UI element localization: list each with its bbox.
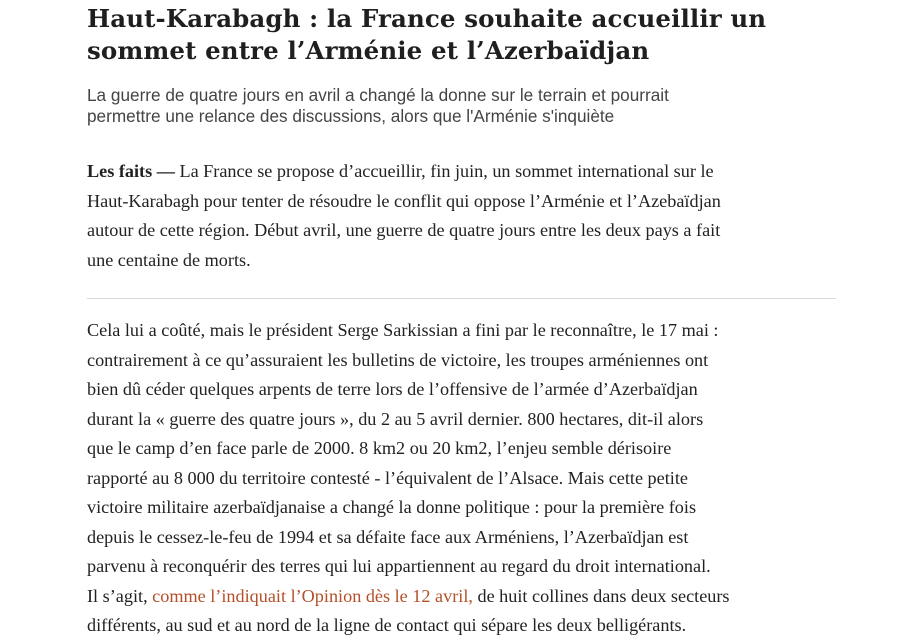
article-link-opinion-12-avril[interactable]: comme l’indiquait l’Opinion dès le 12 avril, bbox=[152, 585, 473, 606]
lead-line bbox=[87, 157, 847, 187]
article-subtitle bbox=[87, 85, 887, 127]
body-line: Cela lui a coûté, mais le président Serge Sarkissian a fini par le reconnaître, le 17 mai : bbox=[87, 320, 719, 340]
body-paragraph bbox=[87, 316, 847, 641]
body-line: que le camp d’en face parle de 2000. 8 km2 ou 20 km2, l’enjeu semble dérisoire bbox=[87, 438, 672, 458]
body-text: Il s’agit, bbox=[87, 585, 153, 606]
body-line: différents, au sud et au nord de la ligne de contact qui sépare les deux belligérants. bbox=[87, 615, 687, 635]
subtitle-line: permettre une relance des discussions, alors que l'Arménie s'inquiète bbox=[87, 106, 615, 126]
lead-text: La France se propose d’accueillir, fin juin, un sommet international sur le bbox=[174, 161, 714, 181]
body-line: durant la « guerre des quatre jours », du 2 au 5 avril dernier. 800 hectares, dit-il alors bbox=[87, 408, 704, 429]
body-line: parvenu à reconquérir des terres qui lui appartiennent au regard du droit international. bbox=[87, 556, 711, 576]
title-line: Haut-Karabagh : la France souhaite accueillir un bbox=[87, 4, 767, 33]
title-line: sommet entre l’Arménie et l’Azerbaïdjan bbox=[87, 36, 650, 65]
body-line: rapporté au 8 000 du territoire contesté - l’équivalent de l’Alsace. Mais cette petite bbox=[87, 467, 688, 488]
lead-line: Haut-Karabagh pour tenter de résoudre le conflit qui oppose l’Arménie et l’Azebaïdjan bbox=[87, 190, 721, 211]
body-line: bien dû céder quelques arpents de terre lors de l’offensive de l’armée d’Azerbaïdjan bbox=[87, 379, 698, 399]
section-divider bbox=[87, 298, 836, 299]
article-title bbox=[87, 3, 887, 67]
body-line: depuis le cessez-le-feu de 1994 et sa défaite face aux Arméniens, l’Azerbaïdjan est bbox=[87, 526, 689, 547]
lead-line: une centaine de morts. bbox=[87, 249, 251, 270]
subtitle-line: La guerre de quatre jours en avril a changé la donne sur le terrain et pourrait bbox=[87, 85, 669, 105]
lead-line: autour de cette région. Début avril, une guerre de quatre jours entre les deux pays a fait bbox=[87, 220, 721, 240]
body-text: de huit collines dans deux secteurs bbox=[472, 585, 730, 606]
body-line bbox=[87, 582, 847, 612]
body-line: victoire militaire azerbaïdjanaise a changé la donne politique : pour la première fois bbox=[87, 497, 697, 517]
lead-label: Les faits — bbox=[87, 161, 175, 181]
body-line: contrairement à ce qu’assuraient les bulletins de victoire, les troupes arméniennes ont bbox=[87, 349, 709, 370]
lead-paragraph bbox=[87, 157, 847, 275]
